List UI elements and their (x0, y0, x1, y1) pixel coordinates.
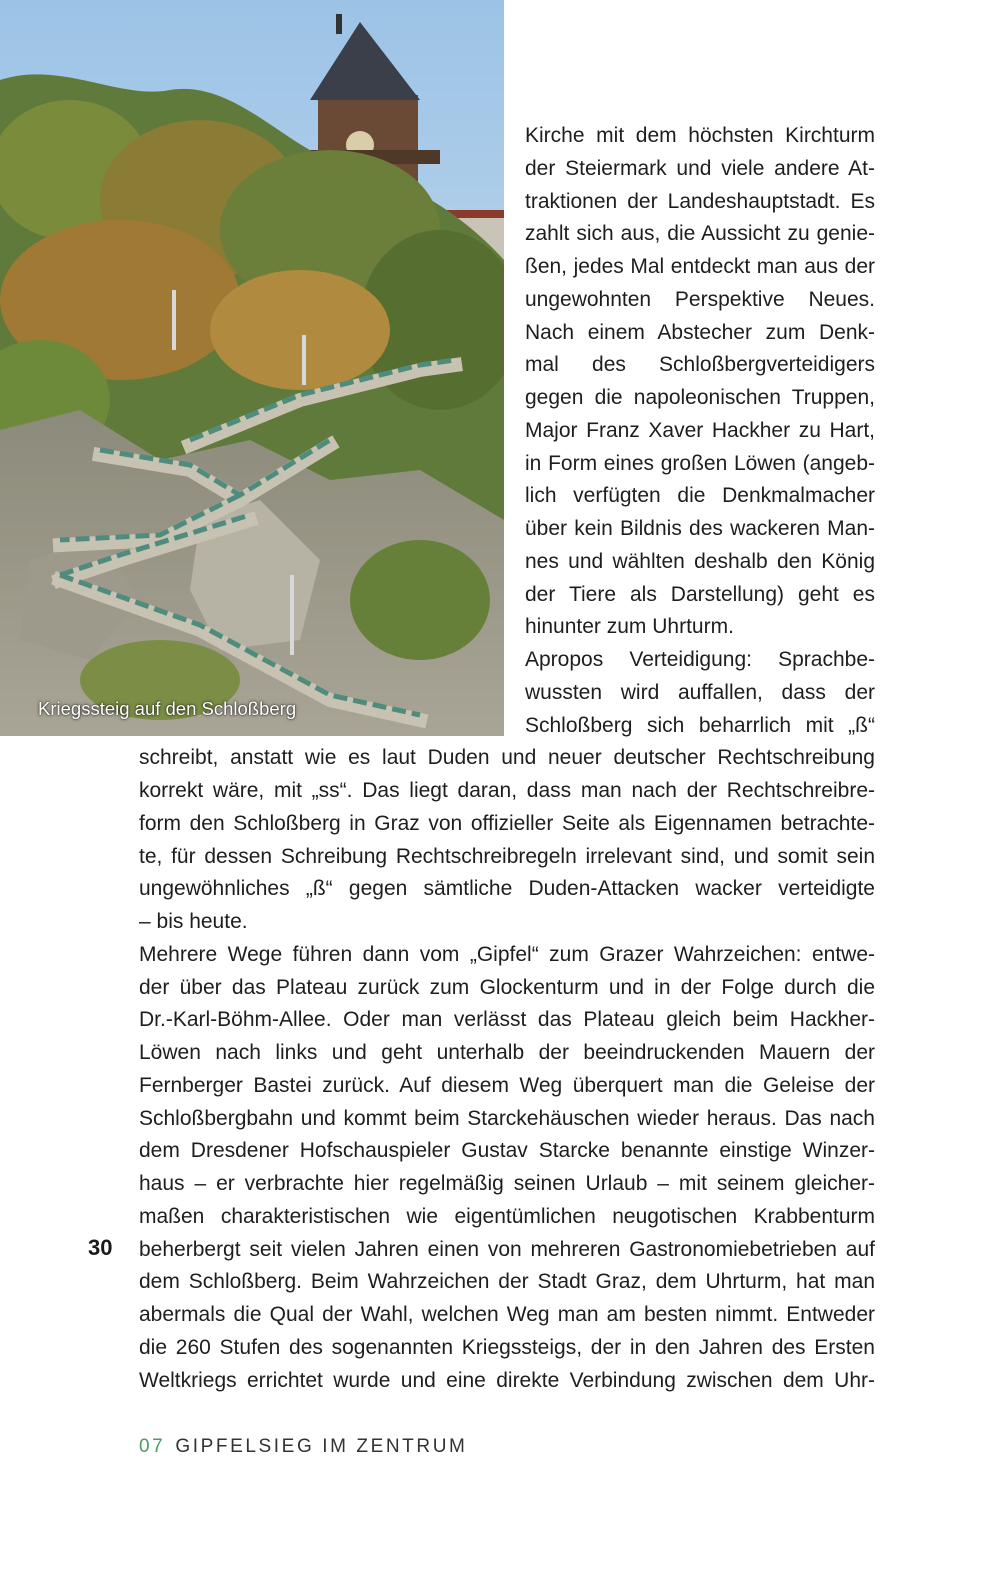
text-line: schreibt, anstatt wie es laut Duden und neuer deutscher Rechtschreibung (139, 746, 875, 770)
text-line: Apropos Verteidigung: Sprachbe- (525, 648, 875, 671)
text-line: traktionen der Landeshauptstadt. Es (525, 189, 875, 213)
chapter-number: 07 (139, 1436, 166, 1457)
text-line: mal des Schloßbergverteidigers (525, 353, 875, 377)
text-line: der Tiere als Darstellung) geht es (525, 582, 875, 606)
text-line: Weltkriegs errichtet wurde und eine direkte Verbindung zwischen dem Uhr- (139, 1368, 875, 1392)
text-line: – bis heute. (139, 910, 248, 933)
text-line: Schloßbergbahn und kommt beim Starckehäuschen wieder heraus. Das nach (139, 1106, 875, 1130)
photo-clock-tower-staircase (0, 0, 504, 736)
text-line: korrekt wäre, mit „ss“. Das liegt daran, dass man nach der Rechtschreibre- (139, 779, 875, 802)
text-line: beherbergt seit vielen Jahren einen von mehreren Gastronomiebetrieben auf (139, 1237, 875, 1261)
text-line: dem Dresdener Hofschauspieler Gustav Starcke benannte einstige Winzer- (139, 1139, 875, 1163)
text-line: gegen die napoleonischen Truppen, (525, 386, 875, 409)
text-line: der über das Plateau zurück zum Glockenturm und in der Folge durch die (139, 975, 875, 999)
running-footer (139, 1436, 467, 1458)
text-line: dem Schloßberg. Beim Wahrzeichen der Stadt Graz, dem Uhrturm, hat man (139, 1270, 875, 1294)
page-number: 30 (88, 1235, 113, 1260)
text-line: hinunter zum Uhrturm. (525, 615, 734, 639)
photo-figure (0, 0, 504, 736)
text-line: maßen charakteristischen wie eigentümlichen neugotischen Krabbenturm (139, 1204, 875, 1228)
text-line: die 260 Stufen des sogenannten Kriegssteigs, der in den Jahren des Ersten (139, 1335, 875, 1359)
text-line: Fernberger Bastei zurück. Auf diesem Weg überquert man die Geleise der (139, 1073, 875, 1097)
text-line: zahlt sich aus, die Aussicht zu genie- (525, 222, 875, 246)
text-line: ungewohnten Perspektive Neues. (525, 287, 875, 311)
chapter-title: GIPFELSIEG IM ZENTRUM (175, 1436, 468, 1457)
text-line: in Form eines großen Löwen (angeb- (525, 451, 875, 475)
text-line: Löwen nach links und geht unterhalb der beeindruckenden Mauern der (139, 1041, 875, 1064)
text-line: Schloßberg sich beharrlich mit „ß“ (525, 713, 875, 737)
text-line: haus – er verbrachte hier regelmäßig seinen Urlaub – mit seinem gleicher- (139, 1172, 875, 1195)
text-line: über kein Bildnis des wackeren Man- (525, 517, 875, 540)
text-line: ungewöhnliches „ß“ gegen sämtliche Duden-Attacken wacker verteidigte (139, 877, 875, 901)
text-line: der Steiermark und viele andere At- (525, 156, 875, 180)
text-line: abermals die Qual der Wahl, welchen Weg man am besten nimmt. Entweder (139, 1303, 875, 1326)
text-line: Mehrere Wege führen dann vom „Gipfel“ zum Grazer Wahrzeichen: entwe- (139, 942, 875, 966)
text-line: nes und wählten deshalb den König (525, 549, 875, 573)
text-line: wussten wird auffallen, dass der (525, 680, 875, 704)
text-line: ßen, jedes Mal entdeckt man aus der (525, 255, 875, 278)
text-line: Major Franz Xaver Hackher zu Hart, (525, 418, 875, 442)
text-line: Kirche mit dem höchsten Kirchturm (525, 124, 875, 147)
text-line: te, für dessen Schreibung Rechtschreibregeln irrelevant sind, und somit sein (139, 844, 875, 868)
text-line: form den Schloßberg in Graz von offizieller Seite als Eigennamen betrachte- (139, 811, 875, 835)
photo-caption: Kriegssteig auf den Schloßberg (38, 698, 297, 719)
text-line: Dr.-Karl-Böhm-Allee. Oder man verlässt das Plateau gleich beim Hackher- (139, 1008, 875, 1032)
text-line: lich verfügten die Denkmalmacher (525, 484, 875, 508)
text-line: Nach einem Abstecher zum Denk- (525, 320, 875, 344)
